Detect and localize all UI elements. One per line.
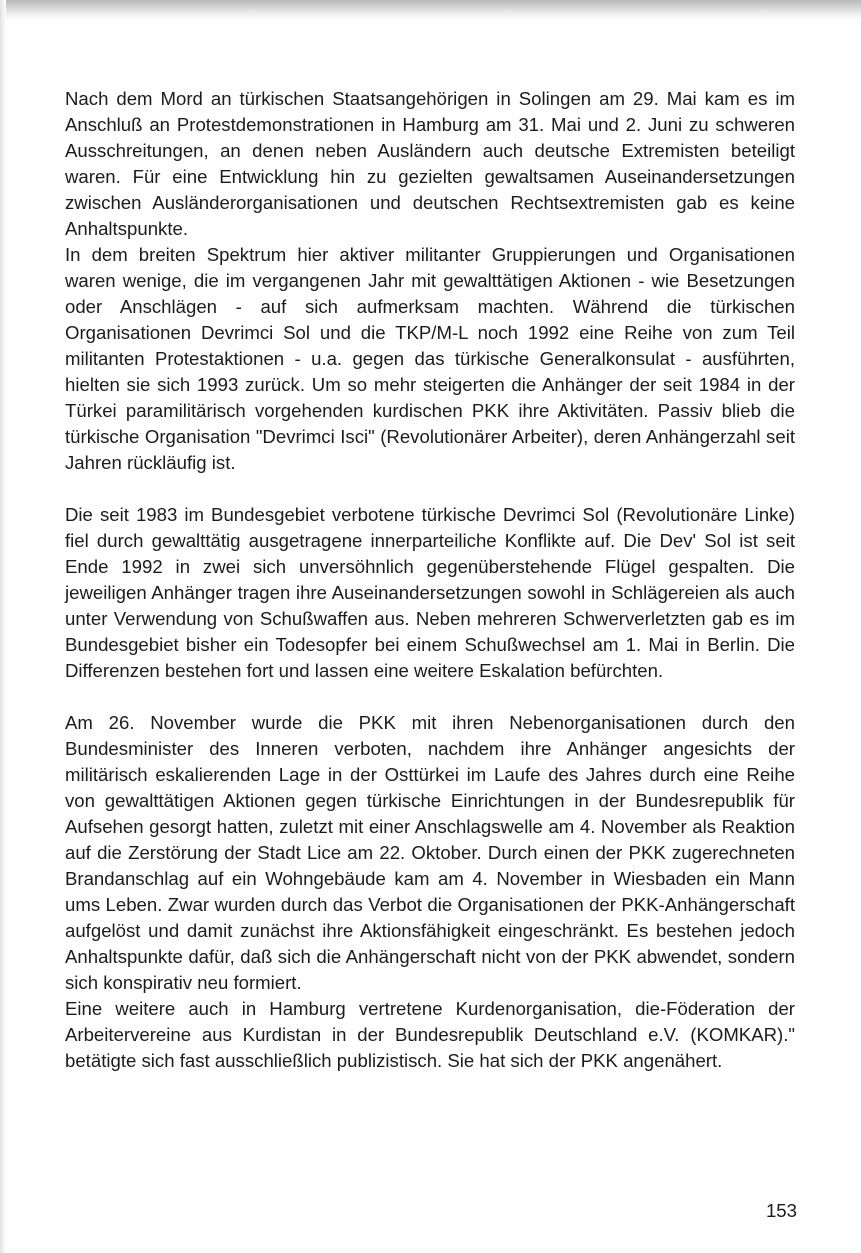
page-number: 153 <box>765 1200 797 1221</box>
scan-top-edge-shadow <box>0 0 861 20</box>
body-text <box>65 86 795 1074</box>
paragraph: Am 26. November wurde die PKK mit ihren Nebenorganisationen durch den Bundesminister des Inneren verboten, nachdem ihre Anhänger angesichts der militärisch eskalierenden Lage in der Osttürkei im Laufe des Jahres durch eine Reihe von gewalttätigen Aktionen gegen türkische Einrichtungen in der Bundesrepublik für Aufsehen gesorgt hatten, zuletzt mit einer Anschlagswelle am 4. November als Reaktion auf die Zerstörung der Stadt Lice am 22. Oktober. Durch einen der PKK zugerechneten Brandanschlag auf ein Wohngebäude kam am 4. November in Wiesbaden ein Mann ums Leben. Zwar wurden durch das Verbot die Organisationen der PKK-Anhängerschaft aufgelöst und damit zunächst ihre Aktionsfähigkeit eingeschränkt. Es bestehen jedoch Anhaltspunkte dafür, daß sich die Anhängerschaft nicht von der PKK abwendet, sondern sich konspirativ neu formiert. <box>65 712 795 993</box>
paragraph: Nach dem Mord an türkischen Staatsangehörigen in Solingen am 29. Mai kam es im Anschluß an Protestdemonstrationen in Hamburg am 31. Mai und 2. Juni zu schweren Ausschreitungen, an denen neben Ausländern auch deutsche Extremisten beteiligt waren. Für eine Entwicklung hin zu gezielten gewaltsamen Auseinandersetzungen zwischen Ausländerorganisationen und deutschen Rechtsextremisten gab es keine Anhaltspunkte. <box>65 88 795 239</box>
paragraph: In dem breiten Spektrum hier aktiver militanter Gruppierungen und Organisationen waren wenige, die im vergangenen Jahr mit gewalttätigen Aktionen - wie Besetzungen oder Anschlägen - auf sich aufmerksam machten. Während die türkischen Organisationen Devrimci Sol und die TKP/M-L noch 1992 eine Reihe von zum Teil militanten Protestaktionen - u.a. gegen das türkische Generalkonsulat - ausführten, hielten sie sich 1993 zurück. Um so mehr steigerten die Anhänger der seit 1984 in der Türkei paramilitärisch vorgehenden kurdischen PKK ihre Aktivitäten. Passiv blieb die türkische Organisation "Devrimci Isci" (Revolutionärer Arbeiter), deren Anhängerzahl seit Jahren rückläufig ist. <box>65 244 795 473</box>
paragraph: Eine weitere auch in Hamburg vertretene Kurdenorganisation, die-Föderation der Arbeitervereine aus Kurdistan in der Bundesrepublik Deutschland e.V. (KOMKAR)." betätigte sich fast ausschließlich publizistisch. Sie hat sich der PKK angenähert. <box>65 998 795 1071</box>
scan-left-edge-shadow <box>0 0 6 1253</box>
paragraph: Die seit 1983 im Bundesgebiet verbotene türkische Devrimci Sol (Revolutionäre Linke) fiel durch gewalttätig ausgetragene innerparteiliche Konflikte auf. Die Dev' Sol ist seit Ende 1992 in zwei sich unversöhnlich gegenüberstehende Flügel gespalten. Die jeweiligen Anhänger tragen ihre Auseinandersetzungen sowohl in Schlägereien als auch unter Verwendung von Schußwaffen aus. Neben mehreren Schwerverletzten gab es im Bundesgebiet bisher ein Todesopfer bei einem Schußwechsel am 1. Mai in Berlin. Die Differenzen bestehen fort und lassen eine weitere Eskalation befürchten. <box>65 504 795 681</box>
